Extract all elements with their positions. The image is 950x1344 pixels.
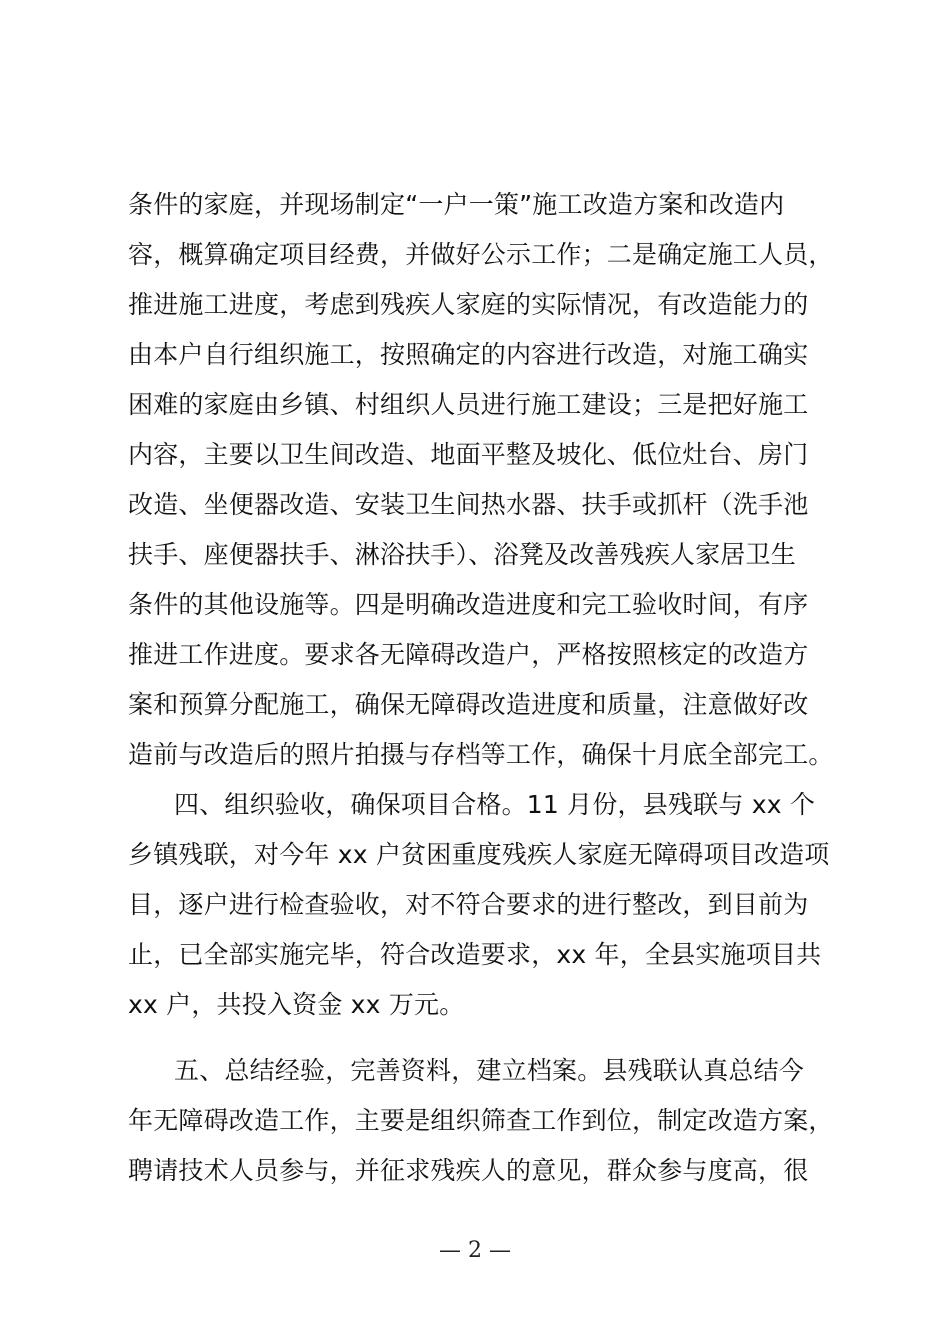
text-line: 条件的家庭，并现场制定“一户一策”施工改造方案和改造内 bbox=[128, 190, 785, 219]
page-number: — 2 — bbox=[439, 1238, 511, 1263]
body-text bbox=[128, 180, 838, 1196]
text-line: 扶手、座便器扶手、淋浴扶手）、浴凳及改善残疾人家居卫生 bbox=[128, 540, 796, 569]
text-line: 由本户自行组织施工，按照确定的内容进行改造，对施工确实 bbox=[128, 340, 809, 369]
text-line: 止，已全部实施完毕，符合改造要求，xx 年，全县实施项目共 bbox=[128, 940, 822, 969]
text-line: 改造、坐便器改造、安装卫生间热水器、扶手或抓杆（洗手池 bbox=[128, 490, 809, 519]
text-line: 内容，主要以卫生间改造、地面平整及坡化、低位灶台、房门 bbox=[128, 440, 809, 469]
text-line: xx 户，共投入资金 xx 万元。 bbox=[128, 990, 465, 1019]
text-line: 推进工作进度。要求各无障碍改造户，严格按照核定的改造方 bbox=[128, 640, 809, 669]
text-line: 条件的其他设施等。四是明确改造进度和完工验收时间，有序 bbox=[128, 590, 809, 619]
text-line: 乡镇残联，对今年 xx 户贫困重度残疾人家庭无障碍项目改造项 bbox=[128, 840, 830, 869]
text-line: 容，概算确定项目经费，并做好公示工作；二是确定施工人员， bbox=[128, 240, 834, 269]
text-line: 推进施工进度，考虑到残疾人家庭的实际情况，有改造能力的 bbox=[128, 290, 809, 319]
text-line: 困难的家庭由乡镇、村组织人员进行施工建设；三是把好施工 bbox=[128, 390, 809, 419]
text-line: 造前与改造后的照片拍摄与存档等工作，确保十月底全部完工。 bbox=[128, 740, 834, 769]
text-line: 目，逐户进行检查验收，对不符合要求的进行整改，到目前为 bbox=[128, 890, 809, 919]
text-line: 年无障碍改造工作，主要是组织筛查工作到位，制定改造方案， bbox=[128, 1106, 834, 1135]
text-line: 案和预算分配施工，确保无障碍改造进度和质量，注意做好改 bbox=[128, 690, 809, 719]
paragraph-gap bbox=[128, 1030, 838, 1046]
section-heading-line: 五、总结经验，完善资料，建立档案。县残联认真总结今 bbox=[174, 1056, 805, 1085]
text-line: 聘请技术人员参与，并征求残疾人的意见，群众参与度高，很 bbox=[128, 1156, 809, 1185]
section-heading-line: 四、组织验收，确保项目合格。11 月份，县残联与 xx 个 bbox=[174, 790, 816, 819]
